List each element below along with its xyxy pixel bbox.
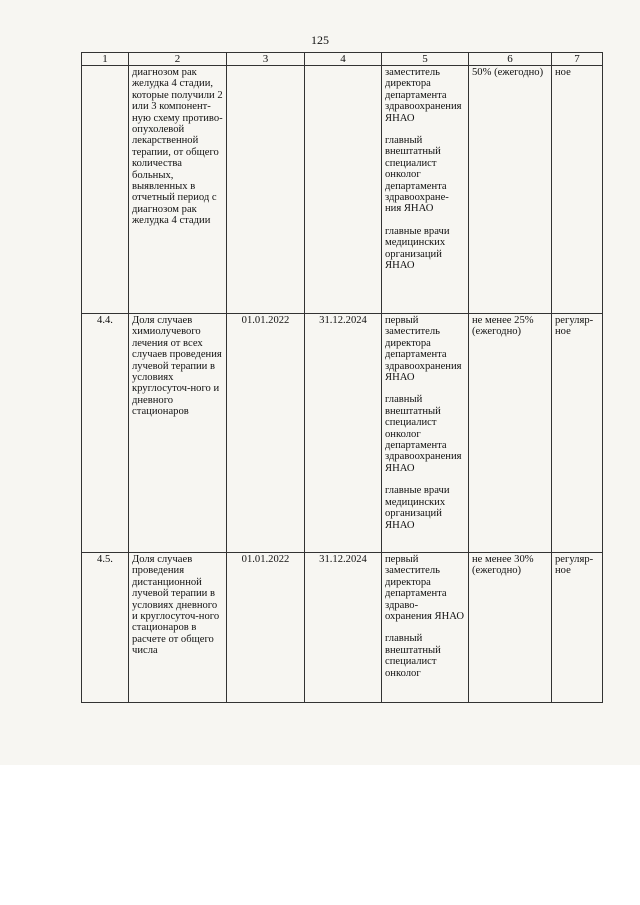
- indicator-cell: диагнозом рак желудка 4 стадии, которые получили 2 или 3 компонент-ную схему противо-опухолевой лекарственной терапии, от общего количества больных, выявленных в отчетный период с диагнозом рак желудка 4 стадии: [129, 66, 227, 314]
- measures-table: [81, 52, 603, 703]
- target-value-cell: 50% (ежегодно): [469, 66, 552, 314]
- responsible-cell: [382, 553, 469, 703]
- periodicity-cell: регуляр-ное: [552, 553, 603, 703]
- end-date-cell: 31.12.2024: [305, 314, 382, 553]
- responsible-entry: главный внештатный специалист онколог: [385, 633, 441, 679]
- page-number: 125: [311, 33, 329, 47]
- responsible-entry: главный внештатный специалист онколог департамента здравоохране-ния ЯНАО: [385, 135, 449, 215]
- periodicity-cell: регуляр-ное: [552, 314, 603, 553]
- responsible-entry: главный внештатный специалист онколог департамента здравоохранения ЯНАО: [385, 394, 462, 474]
- start-date-cell: 01.01.2022: [227, 553, 305, 703]
- column-header: 3: [227, 53, 305, 66]
- end-date-cell: 31.12.2024: [305, 553, 382, 703]
- table-header-row: [82, 53, 603, 66]
- responsible-entry: первый заместитель директора департамента здраво-охранения ЯНАО: [385, 554, 465, 623]
- column-header: 4: [305, 53, 382, 66]
- target-value-cell: не менее 25% (ежегодно): [469, 314, 552, 553]
- column-header: 5: [382, 53, 469, 66]
- column-header: 2: [129, 53, 227, 66]
- responsible-entry: главные врачи медицинских организаций ЯНАО: [385, 225, 450, 272]
- periodicity-cell: ное: [552, 66, 603, 314]
- responsible-cell: [382, 66, 469, 314]
- column-header: 7: [552, 53, 603, 66]
- indicator-cell: Доля случаев проведения дистанционной лучевой терапии в условиях дневного и круглосуточ-ного стационаров в расчете от общего числа: [129, 553, 227, 703]
- target-value-cell: не менее 30% (ежегодно): [469, 553, 552, 703]
- start-date-cell: 01.01.2022: [227, 314, 305, 553]
- table-row: [82, 314, 603, 553]
- row-number-cell: 4.5.: [82, 553, 129, 703]
- responsible-entry: главные врачи медицинских организаций ЯНАО: [385, 485, 450, 531]
- table-row: [82, 66, 603, 314]
- column-header: 6: [469, 53, 552, 66]
- table-row: [82, 553, 603, 703]
- responsible-cell: [382, 314, 469, 553]
- end-date-cell: [305, 66, 382, 314]
- responsible-entry: первый заместитель директора департамента здравоохранения ЯНАО: [385, 315, 462, 384]
- row-number-cell: [82, 66, 129, 314]
- indicator-cell: Доля случаев химиолучевого лечения от всех случаев проведения лучевой терапии в условиях круглосуточ-ного и дневного стационаров: [129, 314, 227, 553]
- row-number-cell: 4.4.: [82, 314, 129, 553]
- responsible-entry: заместитель директора департамента здравоохранения ЯНАО: [385, 67, 462, 124]
- column-header: 1: [82, 53, 129, 66]
- start-date-cell: [227, 66, 305, 314]
